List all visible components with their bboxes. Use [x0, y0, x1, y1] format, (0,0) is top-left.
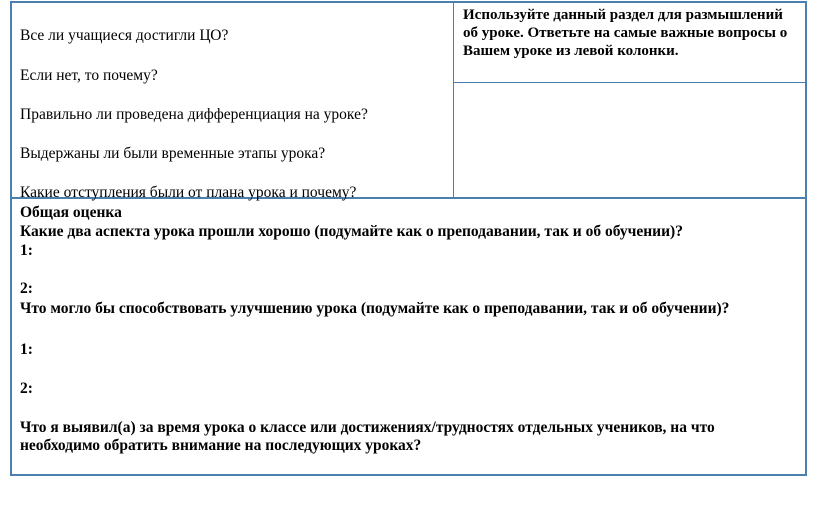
went-well-item-2: 2: — [20, 280, 33, 297]
reflection-answer-cell — [454, 83, 805, 199]
question-time-stages: Выдержаны ли были временные этапы урока? — [20, 145, 326, 162]
reflection-table — [10, 1, 807, 476]
reflection-hint: Используйте данный раздел для размышлений об уроке. Ответьте на самые важные вопросы о Вашем уроке из левой колонки. — [463, 7, 788, 59]
summary-cell — [12, 199, 805, 474]
went-well-item-1: 1: — [20, 242, 33, 259]
went-well-question: Какие два аспекта урока прошли хорошо (подумайте как о преподавании, так и об обучении)? — [20, 223, 683, 240]
observations-question: Что я выявил(а) за время урока о классе или достижениях/трудностях отдельных учеников, на что необходимо обратить внимание на последующих уроках? — [20, 419, 715, 454]
reflection-hint-cell — [454, 3, 805, 83]
reflection-questions-cell — [12, 3, 454, 199]
question-why-not: Если нет, то почему? — [20, 67, 158, 84]
improve-item-1: 1: — [20, 341, 33, 358]
question-goals-achieved: Все ли учащиеся достигли ЦО? — [20, 27, 229, 44]
summary-heading: Общая оценка — [20, 204, 122, 221]
question-differentiation: Правильно ли проведена дифференциация на уроке? — [20, 106, 368, 123]
improve-item-2: 2: — [20, 380, 33, 397]
question-plan-deviations: Какие отступления были от плана урока и почему? — [20, 184, 357, 201]
improve-question: Что могло бы способствовать улучшению урока (подумайте как о преподавании, так и об обучении)? — [20, 300, 730, 317]
